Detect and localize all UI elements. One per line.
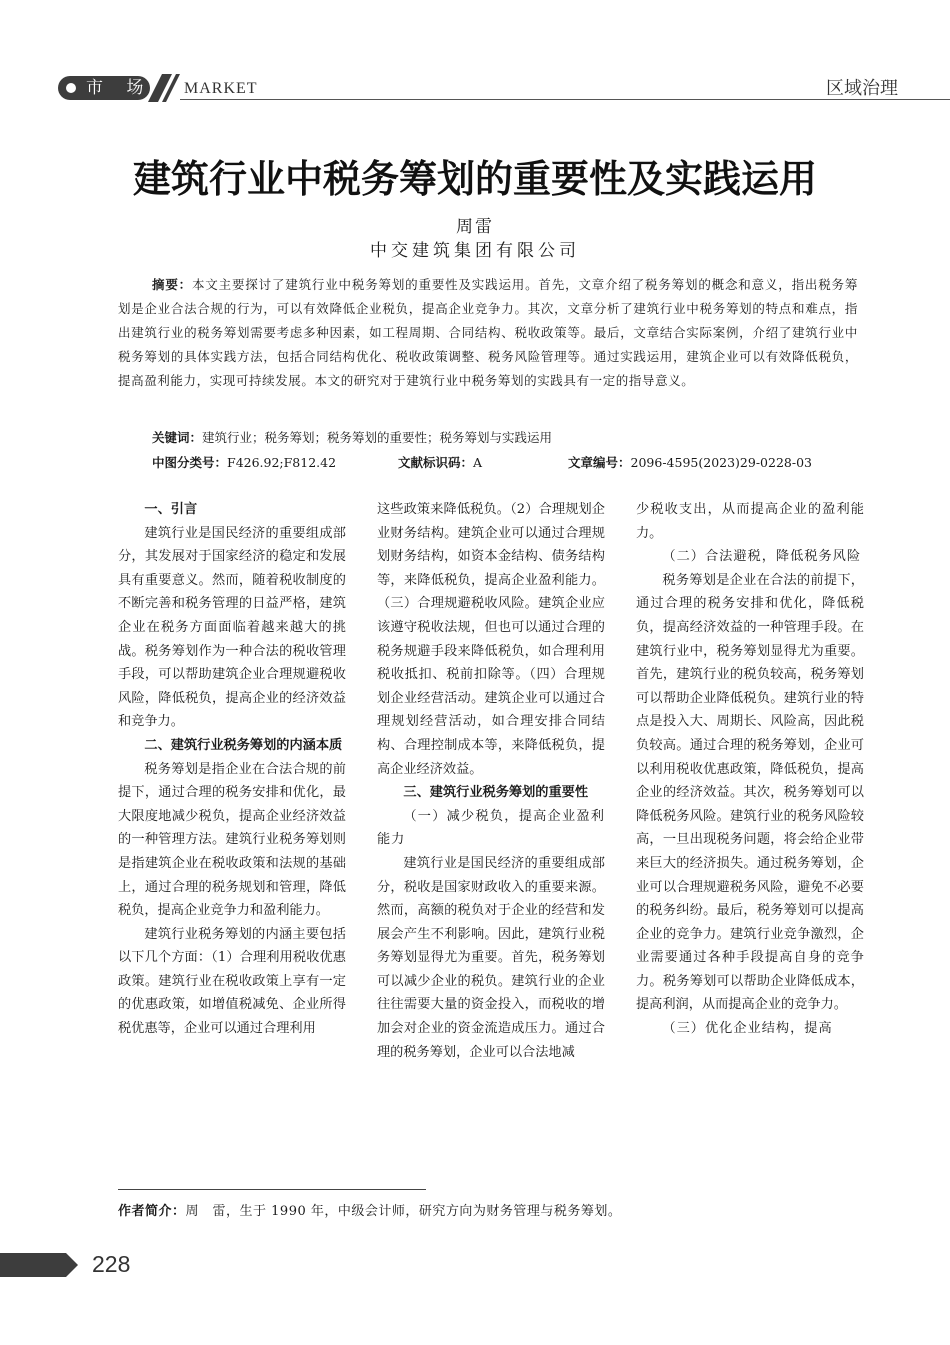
section-heading: 三、建筑行业税务筹划的重要性 — [403, 785, 589, 801]
doc-value: A — [473, 455, 483, 470]
abstract-label: 摘要： — [152, 277, 192, 292]
article-title: 建筑行业中税务筹划的重要性及实践运用 — [132, 157, 817, 201]
author-bio-text: 周 雷，生于 1990 年，中级会计师，研究方向为财务管理与税务筹划。 — [185, 1204, 622, 1219]
abstract — [118, 273, 858, 393]
clc-value: F426.92;F812.42 — [227, 455, 337, 470]
keywords-label: 关键词： — [152, 430, 203, 445]
paragraph: 建筑行业是国民经济的重要组成部分，税收是国家财政收入的重要来源。然而，高额的税负对于企业的经营和发展会产生不利影响。因此，建筑行业税务筹划显得尤为重要。首先，税务筹划可以减少企业的税负。建筑行业的企业往往需要大量的资金投入，而税收的增加会对企业的资金流造成压力。通过合理的税务筹划，企业可以合法地减 — [377, 855, 605, 1060]
author-bio-label: 作者简介： — [118, 1204, 186, 1219]
art-value: 2096-4595(2023)29-0228-03 — [630, 455, 812, 470]
footnote-rule — [118, 1189, 426, 1190]
paragraph: 这些政策来降低税负。（2）合理规划企业财务结构。建筑企业可以通过合理规划财务结构，如资本金结构、债务结构等，来降低税负，提高企业盈利能力。（三）合理规避税收风险。建筑企业应该遵守税收法规，但也可以通过合理的税务规避手段来降低税负，如合理利用税收抵扣、税前扣除等。（四）合理规划企业经营活动。建筑企业可以通过合理规划经营活动，如合理安排合同结构、合理控制成本等，来降低税负，提高企业经济效益。 — [377, 502, 605, 777]
clc-code — [152, 451, 336, 475]
doc-code — [398, 451, 482, 475]
paragraph: 建筑行业税务筹划的内涵主要包括以下几个方面：（1）合理利用税收优惠政策。建筑行业在税收政策上享有一定的优惠政策，如增值税减免、企业所得税优惠等，企业可以通过合理利用 — [118, 926, 346, 1037]
body-column-3 — [636, 498, 864, 1041]
keywords — [152, 426, 892, 450]
page-number-tab-icon — [0, 1253, 78, 1277]
article-number — [568, 451, 812, 475]
body-column-1 — [118, 498, 346, 1041]
paragraph: 少税收支出，从而提高企业的盈利能力。 — [636, 502, 864, 541]
page-number: 228 — [92, 1251, 131, 1277]
subsection-heading: （三）优化企业结构，提高 — [662, 1021, 833, 1037]
article-affiliation: 中交建筑集团有限公司 — [370, 241, 580, 261]
paragraph: 税务筹划是企业在合法的前提下，通过合理的税务安排和优化，降低税负，提高经济效益的一种管理手段。在建筑行业中，税务筹划显得尤为重要。首先，建筑行业的税负较高，税务筹划可以帮助企业降低税负。建筑行业的特点是投入大、周期长、风险高，因此税负较高。通过合理的税务筹划，企业可以利用税收优惠政策，降低税负，提高企业的经济效益。其次，税务筹划可以降低税务风险。建筑行业的税务风险较高，一旦出现税务问题，将会给企业带来巨大的经济损失。通过税务筹划，企业可以合理规避税务风险，避免不必要的税务纠纷。最后，税务筹划可以提高企业的竞争力。建筑行业竞争激烈，企业需要通过各种手段提高自身的竞争力。税务筹划可以帮助企业降低成本，提高利润，从而提高企业的竞争力。 — [636, 572, 864, 1013]
doc-label: 文献标识码： — [398, 455, 474, 470]
clc-label: 中图分类号： — [152, 455, 228, 470]
section-name-en: MARKET — [184, 80, 258, 97]
section-heading: 一、引言 — [144, 502, 198, 517]
section-name-cn: 市 场 — [86, 78, 153, 98]
abstract-text: 本文主要探讨了建筑行业中税务筹划的重要性及实践运用。首先，文章介绍了税务筹划的概念和意义，指出税务筹划是企业合法合规的行为，可以有效降低企业税负，提高企业竞争力。其次，文章分析了建筑行业中税务筹划的特点和难点，指出建筑行业的税务筹划需要考虑多种因素，如工程周期、合同结构、税收政策等。最后，文章结合实际案例，介绍了建筑行业中税务筹划的具体实践方法，包括合同结构优化、税收政策调整、税务风险管理等。通过实践运用，建筑企业可以有效降低税负，提高盈利能力，实现可持续发展。本文的研究对于建筑行业中税务筹划的实践具有一定的指导意义。 — [118, 277, 858, 388]
subsection-heading: （一）减少税负，提高企业盈利能力 — [377, 808, 605, 848]
keywords-text: 建筑行业；税务筹划；税务筹划的重要性；税务筹划与实践运用 — [202, 430, 553, 445]
circle-icon — [66, 83, 76, 93]
column-name: 区域治理 — [826, 78, 898, 99]
paragraph: 建筑行业是国民经济的重要组成部分，其发展对于国家经济的稳定和发展具有重要意义。然而，随着税收制度的不断完善和税务管理的日益严格，建筑企业在税务方面面临着越来越大的挑战。税务筹划作为一种合法的税收管理手段，可以帮助建筑企业合理规避税收风险，降低税负，提高企业的经济效益和竞争力。 — [118, 525, 346, 730]
body-column-2 — [377, 498, 605, 1064]
art-label: 文章编号： — [568, 455, 631, 470]
subsection-heading: （二）合法避税，降低税务风险 — [662, 549, 862, 565]
paragraph: 税务筹划是指企业在合法合规的前提下，通过合理的税务安排和优化，最大限度地减少税负，提高企业经济效益的一种管理方法。建筑行业税务筹划则是指建筑企业在税收政策和法规的基础上，通过合理的税务规划和管理，降低税负，提高企业竞争力和盈利能力。 — [118, 761, 346, 919]
article-author: 周雷 — [456, 217, 494, 237]
section-heading: 二、建筑行业税务筹划的内涵本质 — [144, 737, 343, 753]
author-bio — [118, 1200, 621, 1219]
